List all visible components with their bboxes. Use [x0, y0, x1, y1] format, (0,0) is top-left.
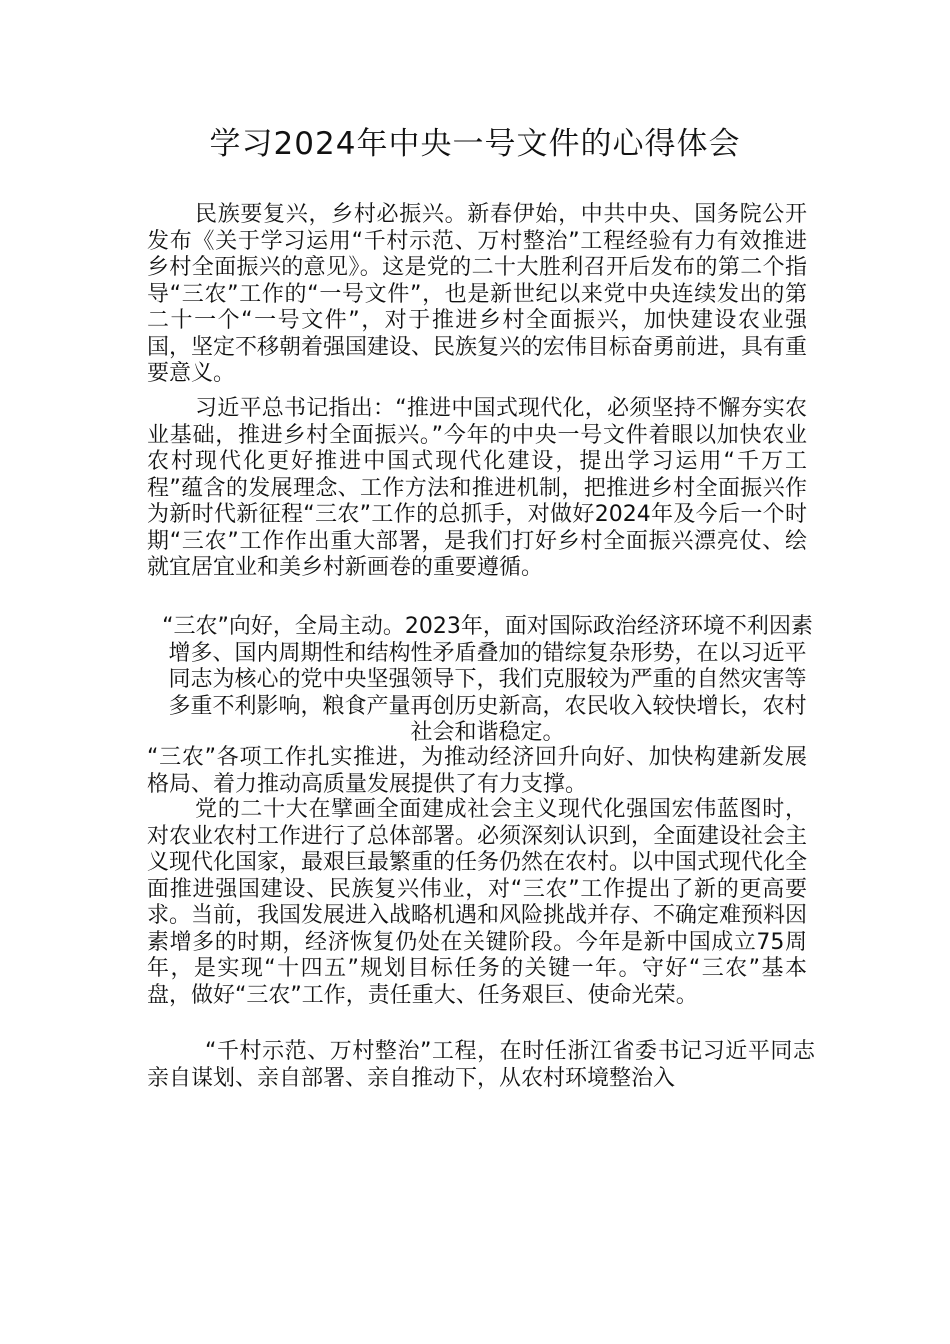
document-title: 学习2024年中央一号文件的心得体会 — [209, 126, 741, 162]
paragraph-5: 党的二十大在擘画全面建成社会主义现代化强国宏伟蓝图时，对农业农村工作进行了总体部署。必须深刻认识到，全面建设社会主义现代化国家，最艰巨最繁重的任务仍然在农村。以中国式现代化全面推进强国建设、民族复兴伟业，对“三农”工作提出了新的更高要求。当前，我国发展进入战略机遇和风险挑战并存、不确定难预料因素增多的时期，经济恢复仍处在关键阶段。今年是新中国成立75周年，是实现“十四五”规划目标任务的关键一年。守好“三农”基本盘，做好“三农”工作，责任重大、任务艰巨、使命光荣。 — [147, 797, 808, 1008]
paragraph-6: “千村示范、万村整治”工程，在时任浙江省委书记习近平同志亲自谋划、亲自部署、亲自推动下，从农村环境整治入 — [147, 1039, 816, 1091]
paragraph-4: “三农”各项工作扎实推进，为推动经济回升向好、加快构建新发展格局、着力推动高质量发展提供了有力支撑。 — [147, 745, 807, 797]
paragraph-3: “三农”向好，全局主动。2023年，面对国际政治经济环境不利因素增多、国内周期性和结构性矛盾叠加的错综复杂形势，在以习近平同志为核心的党中央坚强领导下，我们克服较为严重的自然灾害等多重不利影响，粮食产量再创历史新高，农民收入较快增长，农村社会和谐稳定。 — [162, 614, 813, 745]
paragraph-2: 习近平总书记指出：“推进中国式现代化，必须坚持不懈夯实农业基础，推进乡村全面振兴。”今年的中央一号文件着眼以加快农业农村现代化更好推进中国式现代化建设，提出学习运用“千万工程”蕴含的发展理念、工作方法和推进机制，把推进乡村全面振兴作为新时代新征程“三农”工作的总抓手，对做好2024年及今后一个时期“三农”工作作出重大部署，是我们打好乡村全面振兴漂亮仗、绘就宜居宜业和美乡村新画卷的重要遵循。 — [147, 396, 807, 580]
paragraph-1: 民族要复兴，乡村必振兴。新春伊始，中共中央、国务院公开发布《关于学习运用“千村示范、万村整治”工程经验有力有效推进乡村全面振兴的意见》。这是党的二十大胜利召开后发布的第二个指导“三农”工作的“一号文件”，也是新世纪以来党中央连续发出的第二十一个“一号文件”，对于推进乡村全面振兴，加快建设农业强国，坚定不移朝着强国建设、民族复兴的宏伟目标奋勇前进，具有重要意义。 — [147, 202, 808, 386]
